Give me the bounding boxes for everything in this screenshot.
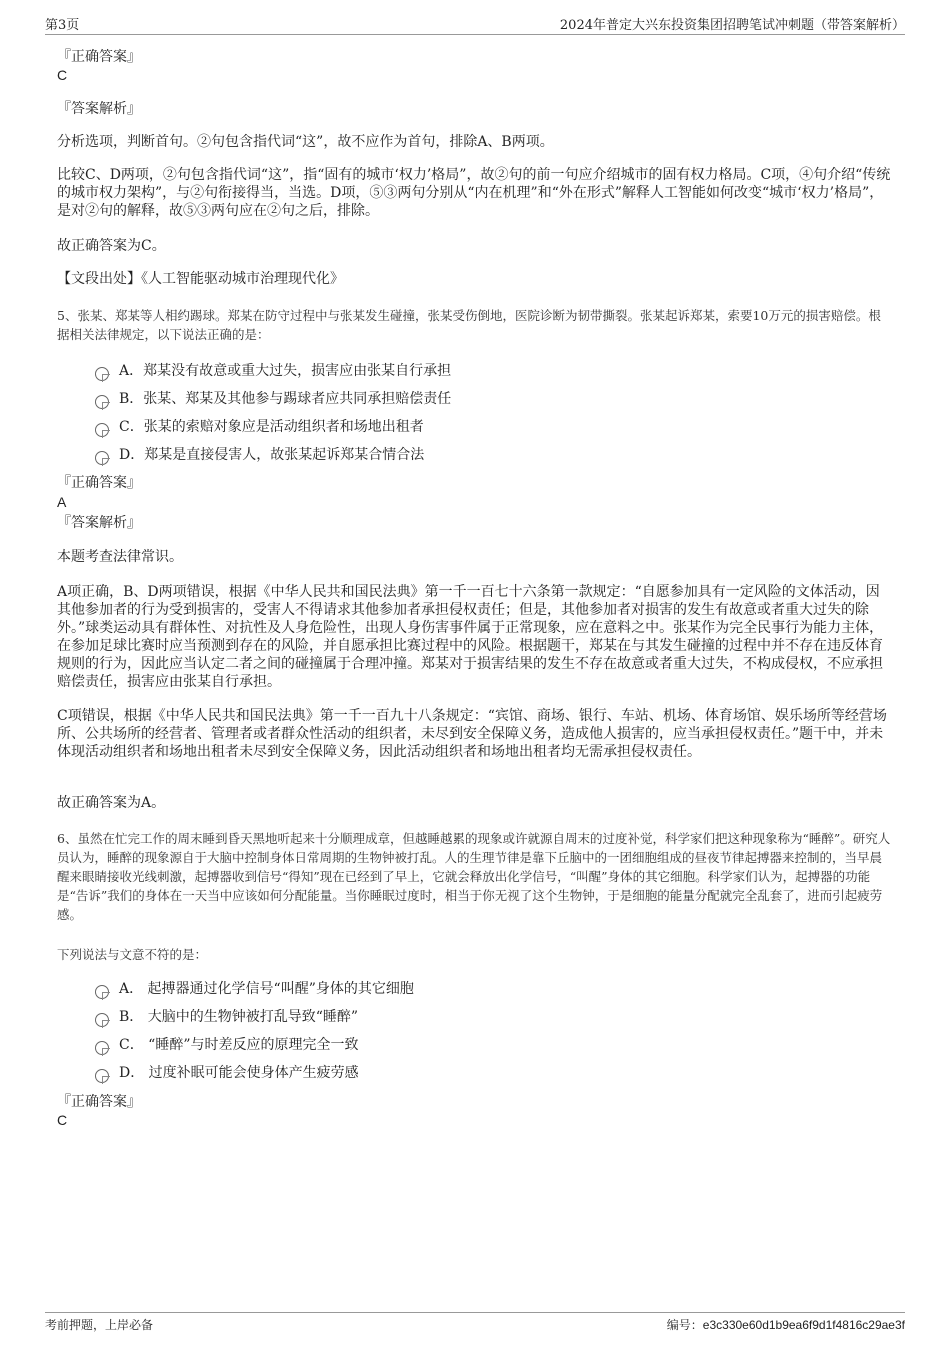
option-label: B． 大脑中的生物钟被打乱导致“睡醉” (119, 1009, 359, 1025)
radio-icon[interactable] (95, 367, 109, 381)
radio-icon[interactable] (95, 985, 109, 999)
answer-label: 『正确答案』 (57, 475, 141, 491)
option-a[interactable] (95, 362, 451, 380)
analysis-paragraph: 比较C、D两项，②句包含指代词“这”，指“固有的城市‘权力’格局”，故②句的前一句应介绍城市的固有权力格局。C项，④句介绍“传统的城市权力架构”，与②句衔接得当，当选。D项，⑤③两句分别从“内在机理”和“外在形式”解释人工智能如何改变“城市‘权力’格局”，是对②句的解释，故⑤③两句应在②句之后，排除。 (57, 167, 891, 219)
question-stem: 6、虽然在忙完工作的周末睡到昏天黑地听起来十分顺理成章，但越睡越累的现象或许就源自周末的过度补觉，科学家们把这种现象称为“睡醉”。研究人员认为，睡醉的现象源自于大脑中控制身体日常周期的生物钟被打乱。人的生理节律是靠下丘脑中的一团细胞组成的昼夜节律起搏器来控制的，当早晨醒来眼睛接收光线刺激，起搏器收到信号“得知”现在已经到了早上，它就会释放出化学信号，“叫醒”身体的其它细胞。科学家们认为，起搏器的功能是“告诉”我们的身体在一天当中应该如何分配能量。当你睡眠过度时，相当于你无视了这个生物钟，于是细胞的能量分配就完全乱套了，进而引起疲劳感。 (57, 831, 891, 922)
radio-icon[interactable] (95, 423, 109, 437)
radio-icon[interactable] (95, 395, 109, 409)
option-label: C．张某的索赔对象应是活动组织者和场地出租者 (119, 419, 424, 435)
option-label: C． “睡醉”与时差反应的原理完全一致 (119, 1037, 359, 1053)
analysis-paragraph: 分析选项，判断首句。②句包含指代词“这”，故不应作为首句，排除A、B两项。 (57, 134, 554, 150)
analysis-paragraph: A项正确，B、D两项错误，根据《中华人民共和国民法典》第一千一百七十六条第一款规定：“自愿参加具有一定风险的文体活动，因其他参加者的行为受到损害的，受害人不得请求其他参加者承担侵权责任；但是，其他参加者对损害的发生有故意或者重大过失的除外。”球类运动具有群体性、对抗性及人身危险性，出现人身伤害事件属于正常现象，应在意料之中。张某作为完全民事行为能力主体，在参加足球比赛时应当预测到存在的风险，并自愿承担比赛过程中的风险。根据题干，郑某在与其发生碰撞的过程中并不存在违反体育规则的行为，因此应当认定二者之间的碰撞属于合理冲撞。郑某对于损害结果的发生不存在故意或者重大过失，不构成侵权，不应承担赔偿责任，损害应由张某自行承担。 (57, 584, 884, 690)
option-label: A．郑某没有故意或重大过失，损害应由张某自行承担 (119, 363, 452, 379)
radio-icon[interactable] (95, 451, 109, 465)
radio-icon[interactable] (95, 1069, 109, 1083)
source-citation: 【文段出处】《人工智能驱动城市治理现代化》 (57, 271, 344, 287)
analysis-conclusion: 故正确答案为A。 (57, 795, 166, 811)
analysis-label: 『答案解析』 (57, 101, 141, 117)
option-label: B．张某、郑某及其他参与踢球者应共同承担赔偿责任 (119, 391, 452, 407)
analysis-label: 『答案解析』 (57, 515, 141, 531)
page-number: 第3页 (45, 18, 80, 33)
option-a[interactable] (95, 980, 414, 998)
option-c[interactable] (95, 1036, 358, 1054)
question-stem: 5、张某、郑某等人相约踢球。郑某在防守过程中与张某发生碰撞，张某受伤倒地，医院诊断为韧带撕裂。张某起诉郑某，索要10万元的损害赔偿。根据相关法律规定，以下说法正确的是： (57, 308, 881, 342)
page-header (45, 10, 905, 35)
answer-value: C (57, 67, 68, 83)
question-prompt: 下列说法与文意不符的是： (57, 947, 208, 962)
answer-value: C (57, 1112, 68, 1128)
analysis-paragraph: C项错误，根据《中华人民共和国民法典》第一千一百九十八条规定：“宾馆、商场、银行、车站、机场、体育场馆、娱乐场所等经营场所、公共场所的经营者、管理者或者群众性活动的组织者，未尽到安全保障义务，造成他人损害的，应当承担侵权责任。”题干中，并未体现活动组织者和场地出租者未尽到安全保障义务，因此活动组织者和场地出租者均无需承担侵权责任。 (57, 708, 887, 760)
option-b[interactable] (95, 390, 451, 408)
answer-value: A (57, 494, 67, 510)
page-footer (45, 1312, 905, 1332)
footer-slogan: 考前押题，上岸必备 (45, 1318, 154, 1332)
radio-icon[interactable] (95, 1013, 109, 1027)
analysis-conclusion: 故正确答案为C。 (57, 238, 166, 254)
radio-icon[interactable] (95, 1041, 109, 1055)
option-label: A． 起搏器通过化学信号“叫醒”身体的其它细胞 (119, 981, 414, 997)
option-c[interactable] (95, 418, 424, 436)
answer-label: 『正确答案』 (57, 1094, 141, 1110)
option-b[interactable] (95, 1008, 358, 1026)
option-label: D． 过度补眠可能会使身体产生疲劳感 (119, 1065, 359, 1081)
analysis-paragraph: 本题考查法律常识。 (57, 549, 183, 565)
option-d[interactable] (95, 1064, 359, 1082)
option-d[interactable] (95, 446, 424, 464)
option-label: D．郑某是直接侵害人，故张某起诉郑某合情合法 (119, 447, 425, 463)
answer-label: 『正确答案』 (57, 49, 141, 65)
document-code: 编号：e3c330e60d1b9ea6f9d1f4816c29ae3f (666, 1318, 905, 1332)
document-title: 2024年普定大兴东投资集团招聘笔试冲刺题（带答案解析） (559, 18, 905, 33)
